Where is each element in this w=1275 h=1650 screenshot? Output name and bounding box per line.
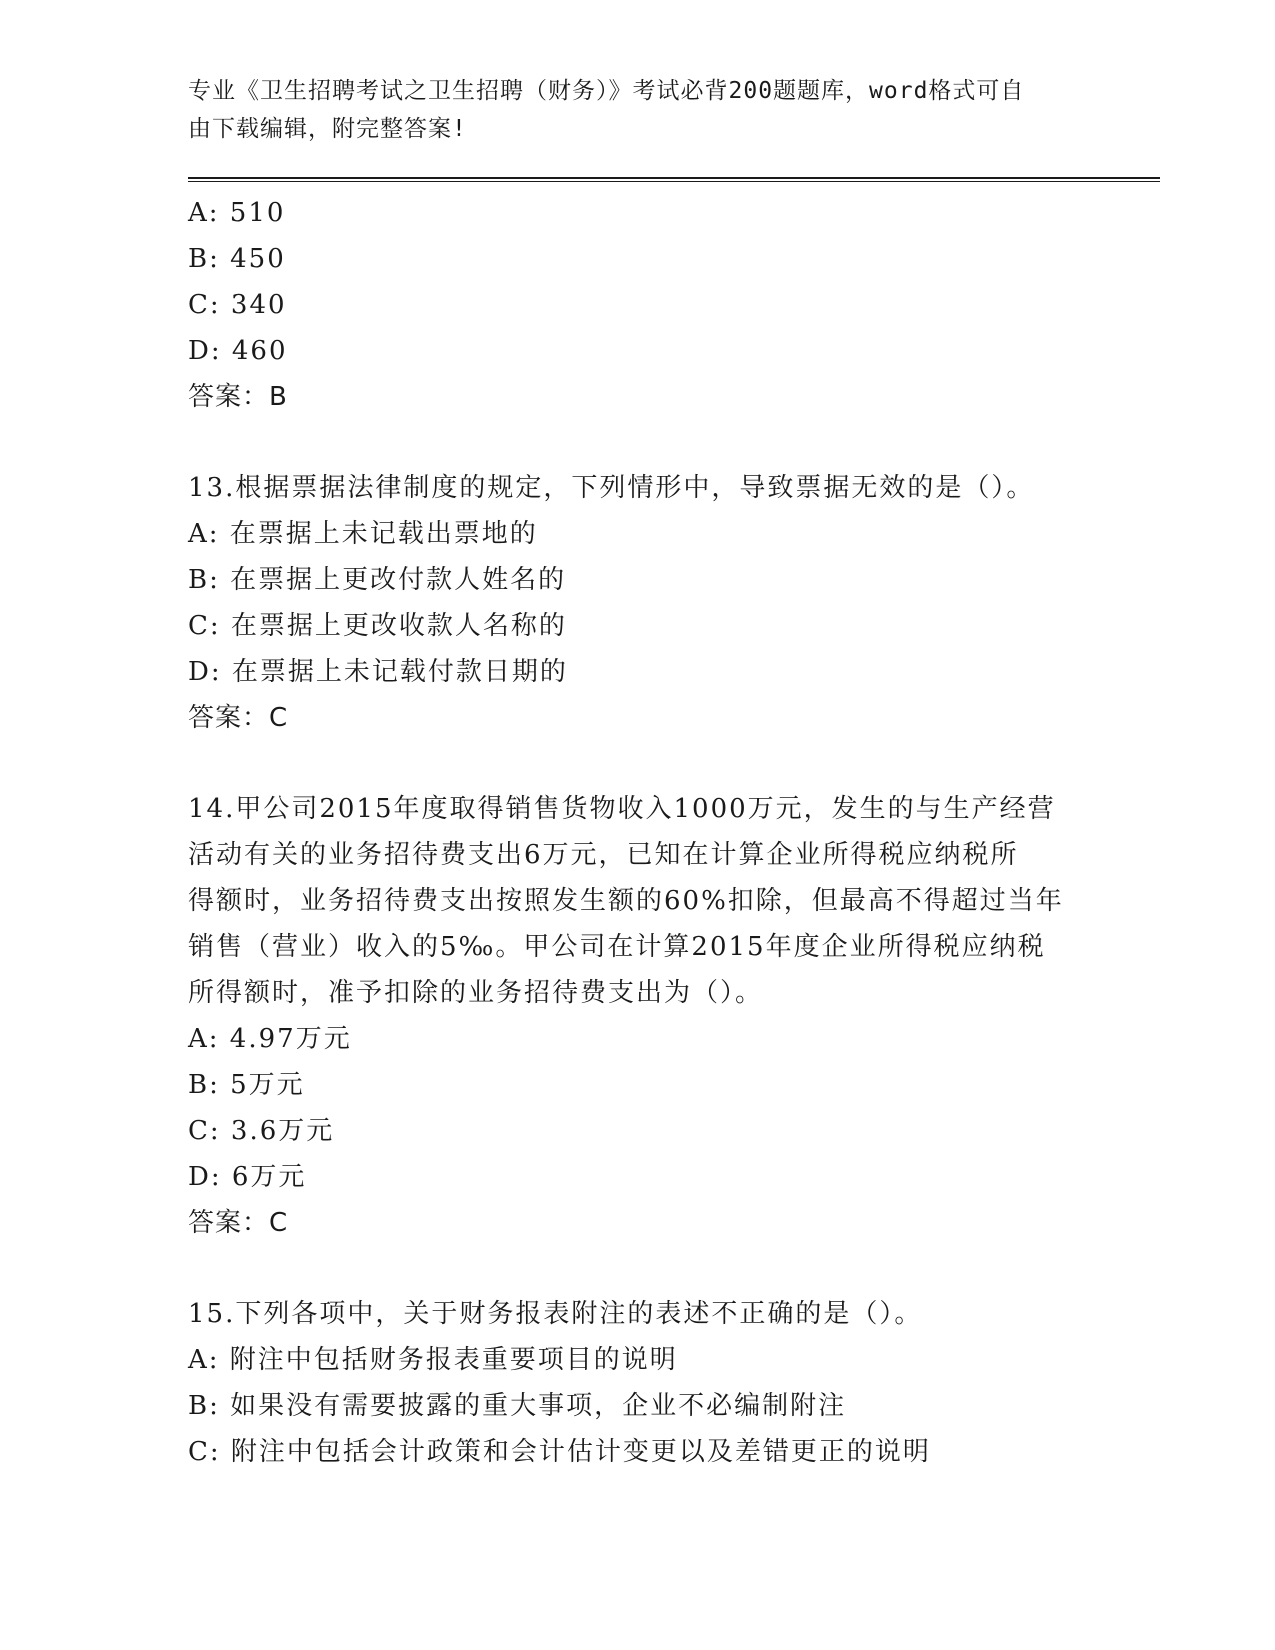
question-stem	[188, 786, 1088, 1016]
document-header	[188, 72, 1088, 148]
option-c: C: 340	[188, 290, 287, 320]
option-b: B: 如果没有需要披露的重大事项，企业不必编制附注	[188, 1391, 847, 1421]
stem-line: 得额时，业务招待费支出按照发生额的60%扣除，但最高不得超过当年	[188, 886, 1064, 916]
option-d: D: 460	[188, 336, 288, 366]
option-b: B: 在票据上更改付款人姓名的	[188, 565, 567, 595]
option-c: C: 3.6万元	[188, 1116, 335, 1146]
option-a: A: 附注中包括财务报表重要项目的说明	[188, 1345, 678, 1375]
answer-label: 答案：B	[188, 382, 288, 412]
header-line-1: 专业《卫生招聘考试之卫生招聘（财务）》考试必背200题题库，word格式可自	[188, 78, 1025, 104]
spacer	[188, 741, 1088, 786]
question-14	[188, 786, 1088, 1246]
stem-line: 销售（营业）收入的5‰。甲公司在计算2015年度企业所得税应纳税	[188, 932, 1046, 962]
header-line-2: 由下载编辑，附完整答案!	[188, 116, 467, 142]
question-15	[188, 1291, 1088, 1475]
answer-label: 答案：C	[188, 703, 289, 733]
question-13	[188, 465, 1088, 741]
header-divider	[188, 177, 1160, 182]
question-stem: 15.下列各项中，关于财务报表附注的表述不正确的是（）。	[188, 1299, 923, 1329]
question-list	[188, 190, 1088, 1475]
stem-line: 所得额时，准予扣除的业务招待费支出为（）。	[188, 978, 764, 1008]
option-c: C: 附注中包括会计政策和会计估计变更以及差错更正的说明	[188, 1437, 931, 1467]
spacer	[188, 1246, 1088, 1291]
spacer	[188, 420, 1088, 465]
option-a: A: 510	[188, 198, 286, 228]
stem-line: 14.甲公司2015年度取得销售货物收入1000万元，发生的与生产经营	[188, 794, 1056, 824]
option-c: C: 在票据上更改收款人名称的	[188, 611, 567, 641]
stem-line: 活动有关的业务招待费支出6万元，已知在计算企业所得税应纳税所	[188, 840, 1019, 870]
answer-label: 答案：C	[188, 1208, 289, 1238]
option-b: B: 450	[188, 244, 286, 274]
option-b: B: 5万元	[188, 1070, 305, 1100]
option-d: D: 在票据上未记载付款日期的	[188, 657, 568, 687]
question-stem: 13.根据票据法律制度的规定，下列情形中，导致票据无效的是（）。	[188, 473, 1035, 503]
option-a: A: 4.97万元	[188, 1024, 352, 1054]
option-d: D: 6万元	[188, 1162, 307, 1192]
option-a: A: 在票据上未记载出票地的	[188, 519, 538, 549]
question-12	[188, 190, 1088, 420]
